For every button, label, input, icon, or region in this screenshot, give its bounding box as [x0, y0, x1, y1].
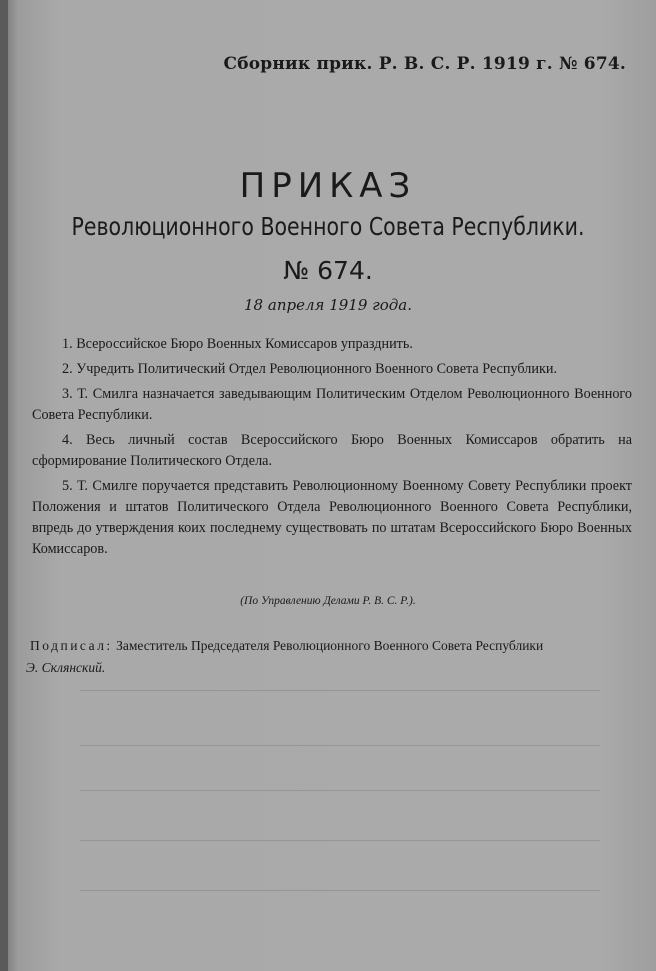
- signature-label: Подписал:: [30, 638, 113, 653]
- collection-header: Сборник прик. Р. В. С. Р. 1919 г. № 674.: [223, 54, 626, 74]
- page-spine-shadow: [0, 0, 8, 971]
- order-title: ПРИКАЗ: [239, 166, 417, 206]
- bleed-through-line: [80, 745, 600, 746]
- bleed-through-line: [80, 890, 600, 891]
- signature-line: [30, 635, 640, 657]
- order-paragraph-4: 4. Весь личный состав Всероссийского Бюро Военных Комиссаров обратить на сформирование Политического Отдела.: [32, 432, 632, 469]
- order-number: № 674.: [283, 256, 373, 285]
- order-paragraph-1: 1. Всероссийское Бюро Военных Комиссаров упразднить.: [62, 336, 413, 352]
- bleed-through-line: [80, 690, 600, 691]
- signature-position: Заместитель Председателя Революционного Военного Совета Республики: [116, 638, 544, 653]
- order-paragraph-5: 5. Т. Смилге поручается представить Революционному Военному Совету Республики проект Положения и штатов Политического Отдела Революционного Военного Совета Республики, впредь до утверждения коих последнему существовать по штатам Всероссийского Бюро Военных Комиссаров.: [32, 478, 632, 557]
- order-date: 18 апреля 1919 года.: [244, 296, 412, 314]
- signer-name: Э. Склянский.: [26, 660, 106, 675]
- bleed-through-line: [80, 790, 600, 791]
- order-paragraph-3: 3. Т. Смилга назначается заведывающим Политическим Отделом Революционного Военного Совета Республики.: [32, 386, 632, 423]
- signature-block: [26, 635, 640, 679]
- bleed-through-line: [80, 840, 600, 841]
- order-subtitle: Революционного Военного Совета Республики.: [71, 212, 585, 241]
- source-note: (По Управлению Делами Р. В. С. Р.).: [240, 595, 416, 607]
- order-paragraph-2: 2. Учредить Политический Отдел Революционного Военного Совета Республики.: [62, 361, 557, 377]
- order-body: [32, 334, 632, 564]
